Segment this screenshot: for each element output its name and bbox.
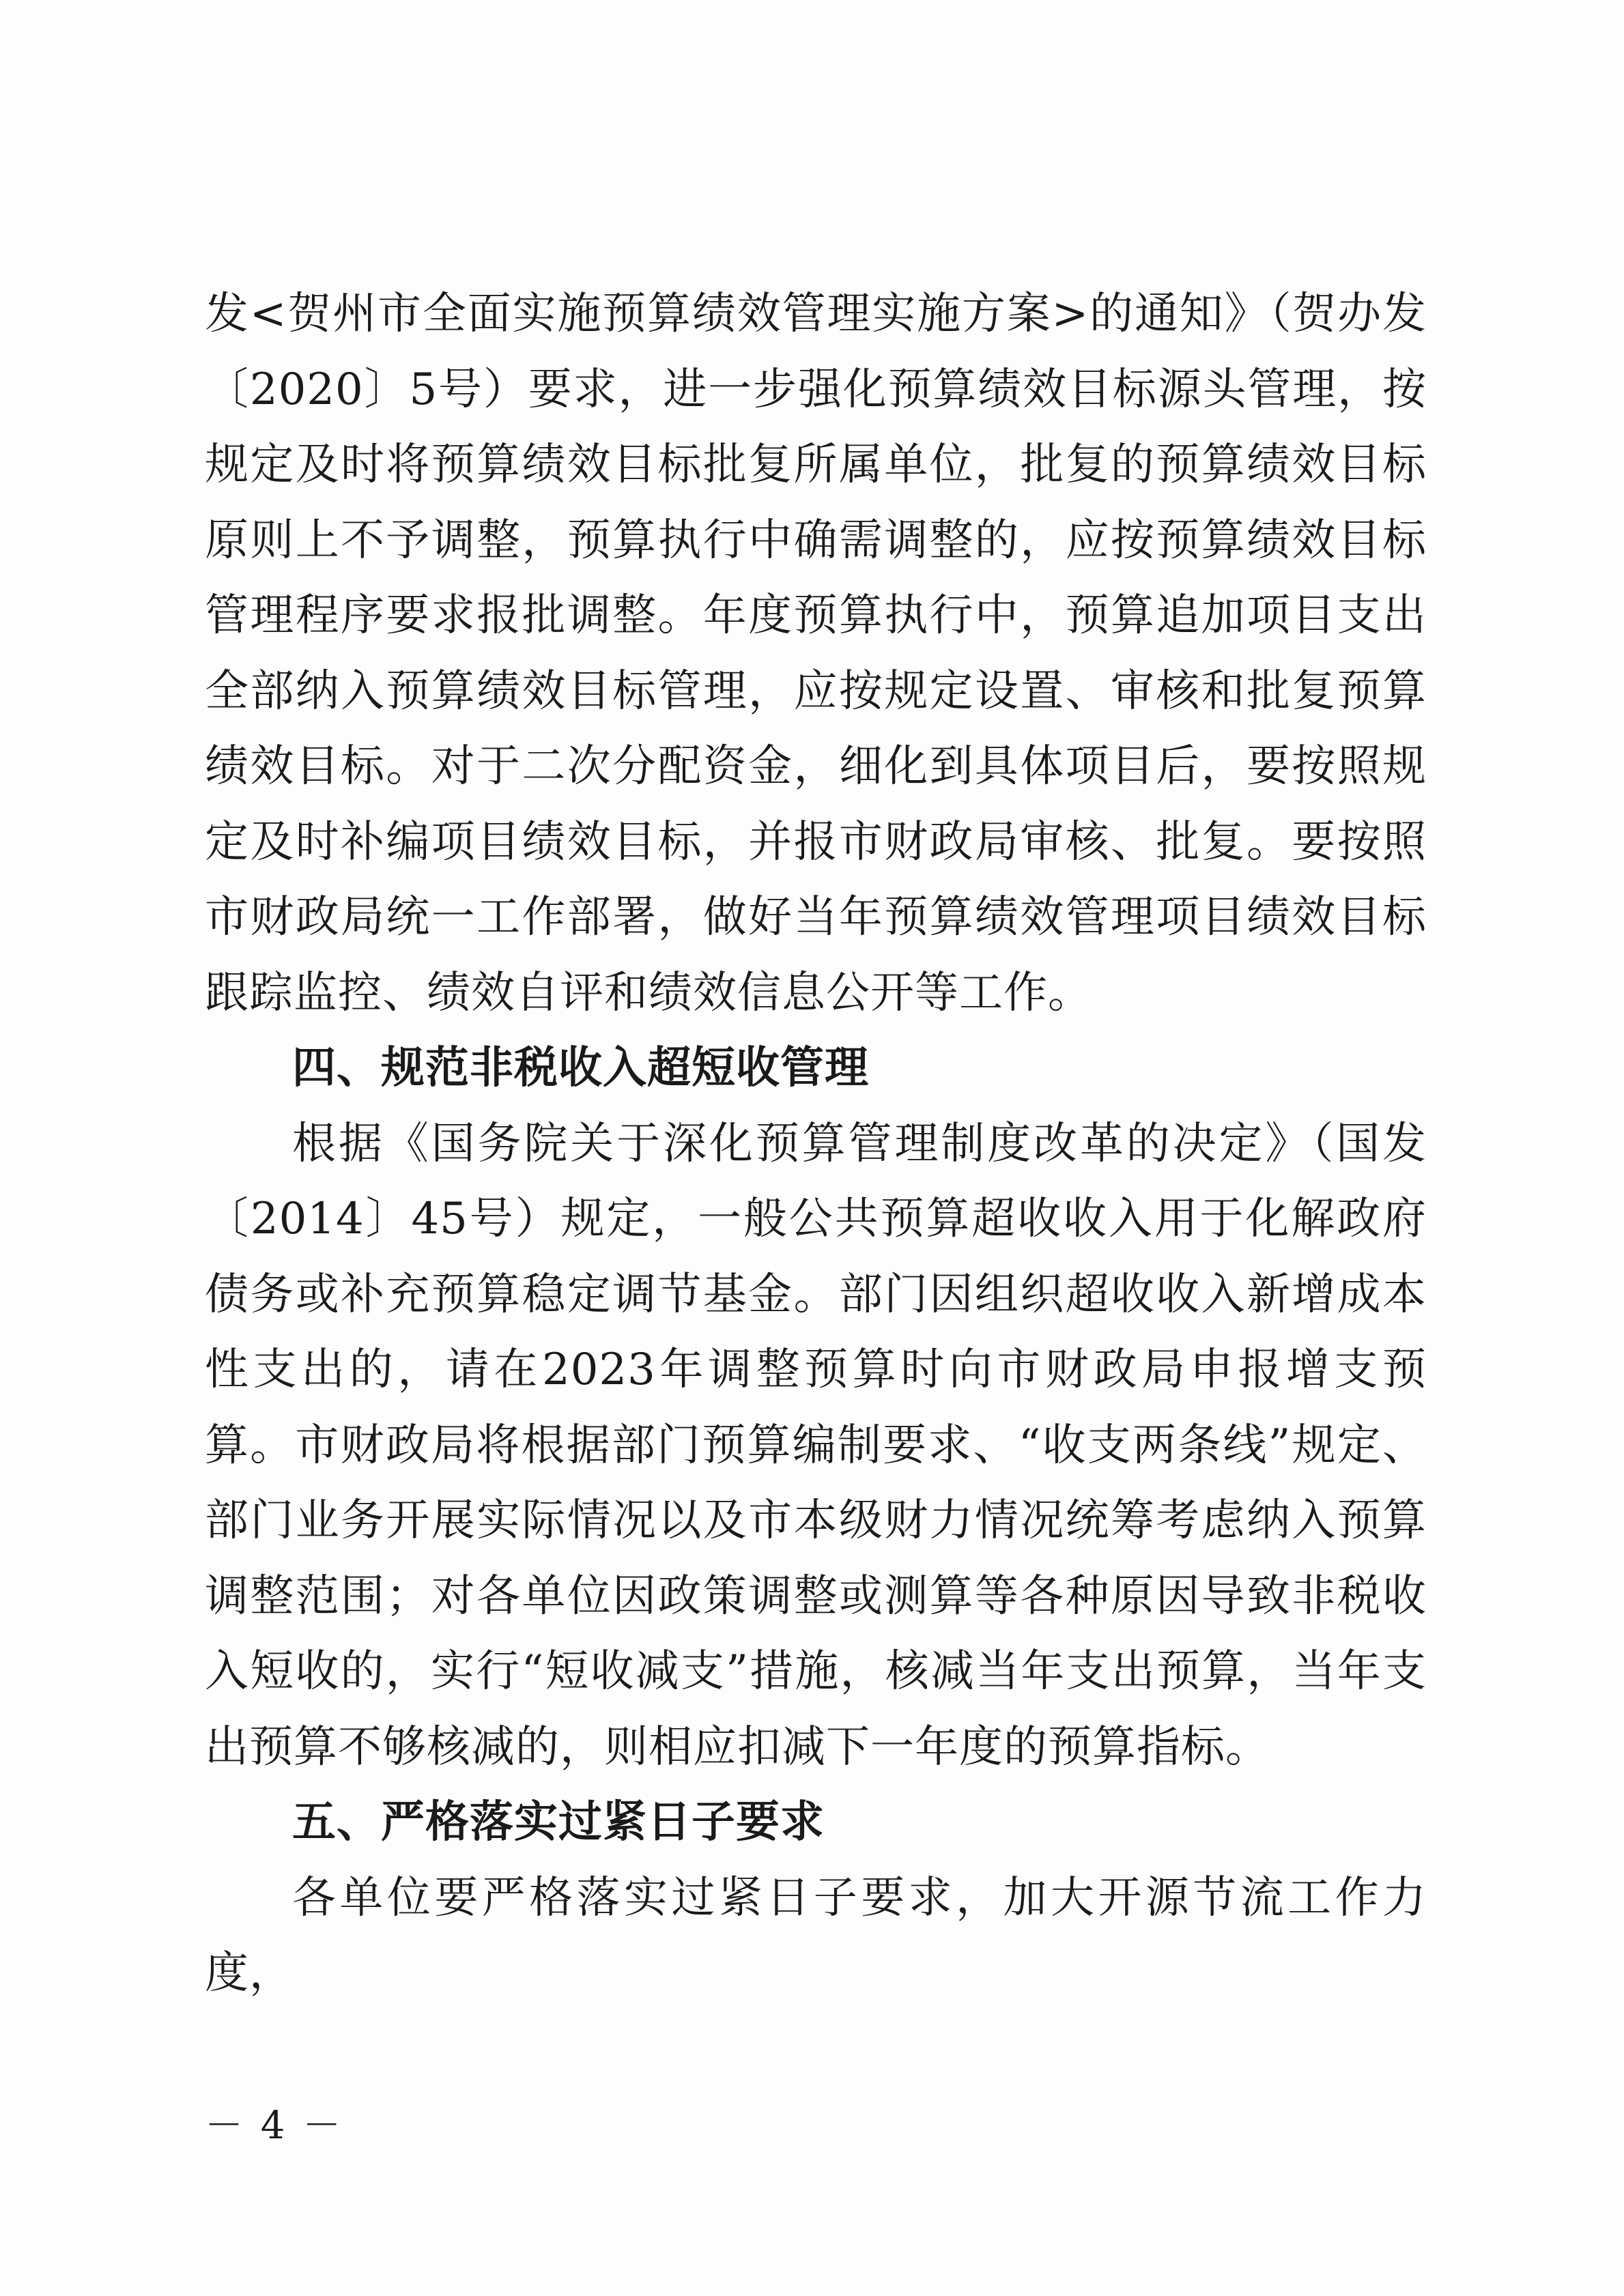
paragraph-austerity: 各单位要严格落实过紧日子要求，加大开源节流工作力度， [205, 1872, 1427, 1998]
document-body [205, 276, 1427, 2011]
section-heading-4: 四、规范非税收入超短收管理 [292, 1043, 869, 1093]
paragraph-continuation: 发<贺州市全面实施预算绩效管理实施方案>的通知》（贺办发〔2020〕5号）要求，进一步强化预算绩效目标源头管理，按规定及时将预算绩效目标批复所属单位，批复的预算绩效目标原则上不予调整，预算执行中确需调整的，应按预算绩效目标管理程序要求报批调整。年度预算执行中，预算追加项目支出全部纳入预算绩效目标管理，应按规定设置、审核和批复预算绩效目标。对于二次分配资金，细化到具体项目后，要按照规定及时补编项目绩效目标，并报市财政局审核、批复。要按照市财政局统一工作部署，做好当年预算绩效管理项目绩效目标跟踪监控、绩效自评和绩效信息公开等工作。 [205, 289, 1427, 1018]
page-number: － 4 － [205, 2104, 344, 2148]
paragraph-non-tax-revenue: 根据《国务院关于深化预算管理制度改革的决定》（国发〔2014〕45号）规定，一般公共预算超收收入用于化解政府债务或补充预算稳定调节基金。部门因组织超收收入新增成本性支出的，请在2023年调整预算时向市财政局申报增支预算。市财政局将根据部门预算编制要求、“收支两条线”规定、部门业务开展实际情况以及市本级财力情况统筹考虑纳入预算调整范围；对各单位因政策调整或测算等各种原因导致非税收入短收的，实行“短收减支”措施，核减当年支出预算，当年支出预算不够核减的，则相应扣减下一年度的预算指标。 [205, 1118, 1427, 1773]
section-heading-5: 五、严格落实过紧日子要求 [292, 1797, 825, 1848]
